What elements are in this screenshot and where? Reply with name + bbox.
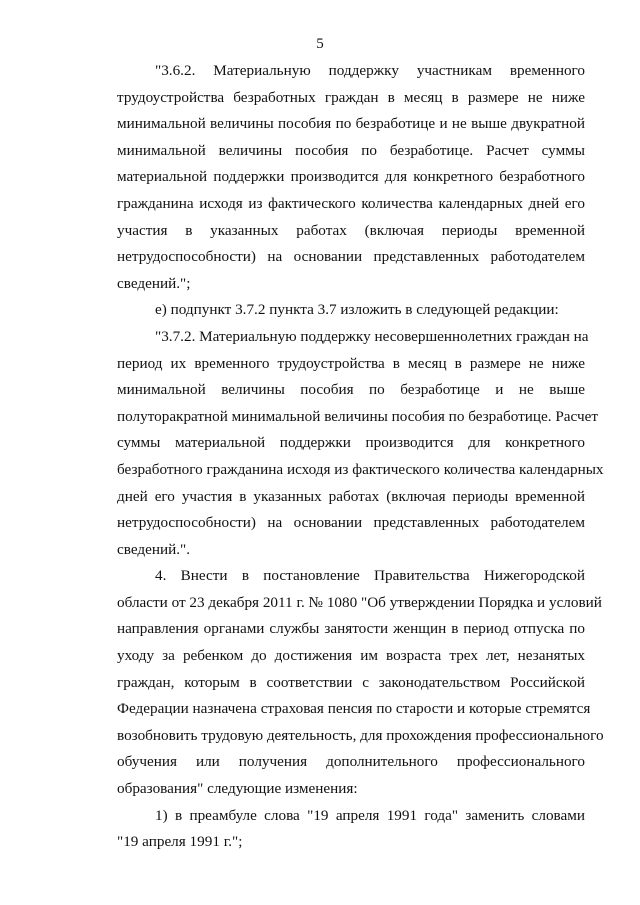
page-number: 5: [316, 36, 324, 52]
text-line: участия в указанных работах (включая периоды временной: [117, 221, 585, 239]
text-line: безработного гражданина исходя из фактического количества календарных: [117, 460, 604, 478]
text-line: период их временного трудоустройства в месяц в размере не ниже: [117, 354, 585, 372]
text-line: граждан, которым в соответствии с законодательством Российской: [117, 673, 585, 691]
paragraph-item-4: [117, 563, 604, 802]
paragraph-3-6-2: [117, 58, 585, 297]
text-line: минимальной величины пособия по безработице и не выше: [117, 381, 585, 399]
paragraph-subitem-1: [117, 803, 585, 856]
text-line: сведений.";: [117, 274, 191, 292]
text-line: 4. Внести в постановление Правительства Нижегородской: [155, 567, 585, 585]
text-line: Федерации назначена страховая пенсия по старости и которые стремятся: [117, 700, 591, 718]
text-line: полуторакратной минимальной величины пособия по безработице. Расчет: [117, 407, 598, 425]
paragraph-subitem-e: [117, 297, 585, 324]
text-line: "3.6.2. Материальную поддержку участникам временного: [155, 62, 585, 79]
text-line: уходу за ребенком до достижения им возраста трех лет, незанятых: [117, 647, 585, 665]
text-line: е) подпункт 3.7.2 пункта 3.7 изложить в следующей редакции:: [155, 301, 559, 319]
text-line: минимальной величины пособия по безработице. Расчет суммы: [117, 141, 585, 159]
text-line: материальной поддержки производится для конкретного безработного: [117, 168, 585, 186]
text-line: 1) в преамбуле слова "19 апреля 1991 года" заменить словами: [155, 806, 585, 824]
text-line: гражданина исходя из фактического количества календарных дней его: [117, 194, 585, 212]
text-line: возобновить трудовую деятельность, для прохождения профессионального: [117, 726, 604, 744]
document-body: [117, 58, 604, 856]
text-line: области от 23 декабря 2011 г. № 1080 "Об утверждении Порядка и условий: [117, 593, 602, 611]
text-line: направления органами службы занятости женщин в период отпуска по: [117, 620, 585, 638]
text-line: "3.7.2. Материальную поддержку несовершеннолетних граждан на: [155, 327, 589, 345]
text-line: дней его участия в указанных работах (включая периоды временной: [117, 487, 585, 505]
text-line: образования" следующие изменения:: [117, 780, 358, 798]
text-line: минимальной величины пособия по безработице и не выше двукратной: [117, 115, 585, 133]
text-line: нетрудоспособности) на основании представленных работодателем: [117, 514, 585, 532]
text-line: нетрудоспособности) на основании представленных работодателем: [117, 248, 585, 266]
text-line: трудоустройства безработных граждан в месяц в размере не ниже: [117, 88, 585, 106]
text-line: "19 апреля 1991 г.";: [117, 833, 243, 851]
text-line: обучения или получения дополнительного профессионального: [117, 753, 585, 771]
text-line: суммы материальной поддержки производится для конкретного: [117, 434, 585, 452]
paragraph-3-7-2: [117, 324, 604, 563]
text-line: сведений.".: [117, 540, 191, 558]
